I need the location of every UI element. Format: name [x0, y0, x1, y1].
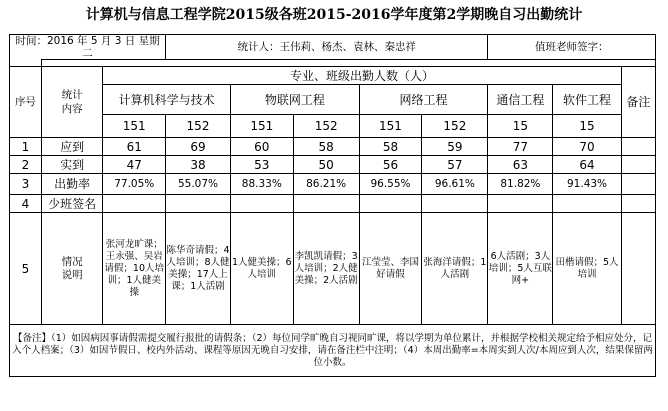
value-cell: 47: [103, 156, 166, 174]
row-expected: [10, 138, 656, 156]
situation-cell: 张海洋请假；1人活剧: [422, 213, 488, 325]
info-row: [10, 35, 656, 60]
header-row-group: [10, 67, 656, 85]
row-no: 5: [10, 213, 42, 325]
sign-cell[interactable]: [166, 195, 231, 213]
class-cell: 151: [230, 115, 293, 138]
value-cell: 77: [488, 138, 553, 156]
major-network: 网络工程: [359, 85, 488, 115]
situation-cell: 李凯凯请假；3人培训；2人健美操；2人活剧: [293, 213, 359, 325]
rate-cell: 96.55%: [359, 174, 422, 195]
content-header: [41, 67, 103, 138]
situation-cell: 江莹莹、李国好请假: [359, 213, 422, 325]
info-spacer-row: [10, 60, 656, 67]
page-title: 计算机与信息工程学院2015级各班2015-2016学年度第2学期晚自习出勤统计: [85, 7, 583, 23]
major-comm: 通信工程: [488, 85, 553, 115]
situation-cell: 6人活剧；3人培训；5人互联网+: [488, 213, 553, 325]
rate-cell: 88.33%: [230, 174, 293, 195]
sign-cell[interactable]: [230, 195, 293, 213]
note-text: 【备注】（1）如因病因事请假需提交履行报批的请假条；（2）每位同学旷晚自习视同旷课，将以学期为单位累计，并根据学校相关规定给予相应处分，记入个人档案；（3）如因节假日、校内外活动、课程等原因无晚自习安排，请在备注栏中注明；（4）本周出勤率=本周实到人次/本周应到人次，结果保留两位小数。: [10, 325, 656, 377]
rate-cell: 91.43%: [553, 174, 621, 195]
value-cell: 53: [230, 156, 293, 174]
sign-cell[interactable]: [422, 195, 488, 213]
row-label: [41, 213, 103, 325]
value-cell: 60: [230, 138, 293, 156]
value-cell: 58: [293, 138, 359, 156]
group-header: 专业、班级出勤人数（人）: [103, 67, 621, 85]
sign-cell[interactable]: [553, 195, 621, 213]
class-cell: 152: [422, 115, 488, 138]
value-cell: 59: [422, 138, 488, 156]
major-cs: 计算机科学与技术: [103, 85, 231, 115]
value-cell: 69: [166, 138, 231, 156]
row-no: 4: [10, 195, 42, 213]
situation-cell: 1人健美操；6人培训: [230, 213, 293, 325]
remarks-cell: [621, 138, 655, 156]
value-cell: 61: [103, 138, 166, 156]
time-cell: 时间：2016 年 5 月 3 日 星期 二: [10, 35, 166, 60]
row-sign: [10, 195, 656, 213]
situation-cell: 陈华奇请假；4人培训；8人健美操；17人上课；1人活剧: [166, 213, 231, 325]
value-cell: 50: [293, 156, 359, 174]
rate-cell: 81.82%: [488, 174, 553, 195]
row-label: 出勤率: [41, 174, 103, 195]
class-cell: 15: [553, 115, 621, 138]
remarks-header: 备注: [621, 67, 655, 138]
value-cell: 38: [166, 156, 231, 174]
statisticians-cell: [166, 35, 488, 60]
sign-cell[interactable]: [359, 195, 422, 213]
statisticians-text: 统计人：王伟莉、杨杰、袁林、秦忠祥: [237, 41, 416, 53]
situation-cell: 田楷请假；5人培训: [553, 213, 621, 325]
row-no: 1: [10, 138, 42, 156]
content-header-text: 统计内容: [61, 89, 83, 115]
value-cell: 58: [359, 138, 422, 156]
major-software: 软件工程: [553, 85, 621, 115]
header-row-classes: [10, 115, 656, 138]
spacer-cell: [41, 60, 655, 67]
class-cell: 151: [103, 115, 166, 138]
class-cell: 15: [488, 115, 553, 138]
row-rate: [10, 174, 656, 195]
major-iot: 物联网工程: [230, 85, 359, 115]
sign-cell[interactable]: [488, 195, 553, 213]
row-no: 3: [10, 174, 42, 195]
value-cell: 57: [422, 156, 488, 174]
spacer-cell: [10, 60, 42, 67]
situation-cell: 张河龙旷课；王永强、吴岩请假；10人培训；1人健美操: [103, 213, 166, 325]
rate-cell: 77.05%: [103, 174, 166, 195]
note-row: [10, 325, 656, 377]
rate-cell: 96.61%: [422, 174, 488, 195]
rate-cell: 55.07%: [166, 174, 231, 195]
row-label: 应到: [41, 138, 103, 156]
remarks-cell: [621, 174, 655, 195]
value-cell: 64: [553, 156, 621, 174]
value-cell: 63: [488, 156, 553, 174]
rate-cell: 86.21%: [293, 174, 359, 195]
sign-cell[interactable]: [293, 195, 359, 213]
header-row-majors: [10, 85, 656, 115]
situation-label-text: 情况说明: [61, 255, 83, 281]
row-label: 实到: [41, 156, 103, 174]
sign-cell[interactable]: [103, 195, 166, 213]
row-situation: [10, 213, 656, 325]
row-no: 2: [10, 156, 42, 174]
remarks-cell: [621, 213, 655, 325]
value-cell: 56: [359, 156, 422, 174]
class-cell: 152: [166, 115, 231, 138]
row-actual: [10, 156, 656, 174]
teacher-sign-cell: 值班老师签字：: [488, 35, 656, 60]
remarks-cell: [621, 195, 655, 213]
attendance-table: [9, 34, 656, 377]
seq-header: 序号: [10, 67, 42, 138]
value-cell: 70: [553, 138, 621, 156]
class-cell: 152: [293, 115, 359, 138]
remarks-cell: [621, 156, 655, 174]
class-cell: 151: [359, 115, 422, 138]
row-label: 少班签名: [41, 195, 103, 213]
